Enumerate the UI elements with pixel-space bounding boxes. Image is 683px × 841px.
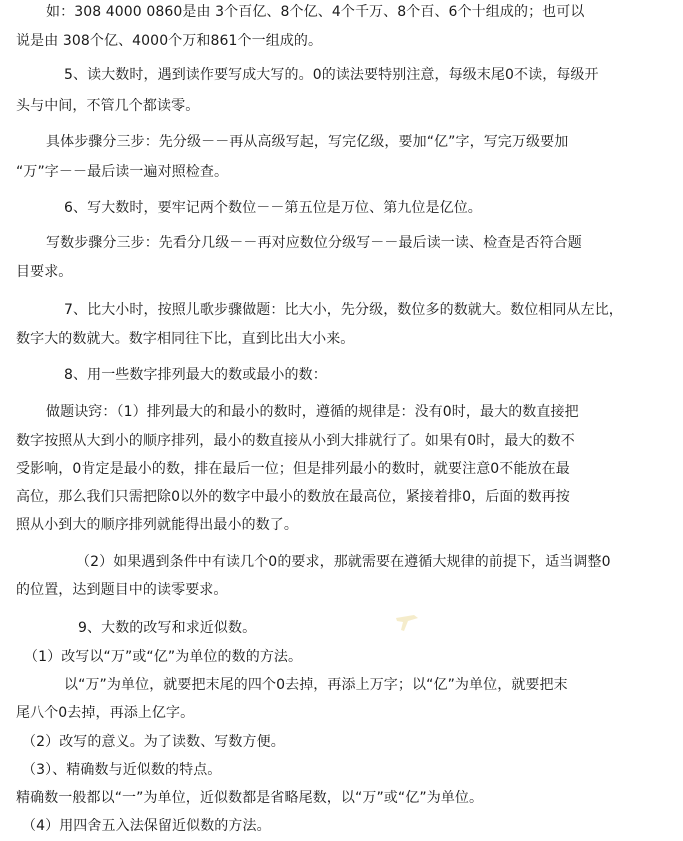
text-line: 具体步骤分三步：先分级－－再从高级写起，写完亿级，要加“亿”字，写完万级要加: [46, 134, 569, 150]
text-line: 尾八个0去掉，再添上亿字。: [16, 705, 195, 721]
text-line: 如：308 4000 0860是由 3个百亿、8个亿、4个千万、8个百、6个十组成的；也可以: [46, 4, 585, 20]
text-line: 目要求。: [16, 264, 73, 280]
text-line: （2）如果遇到条件中有读几个0的要求，那就需要在遵循大规律的前提下，适当调整0: [76, 554, 611, 570]
text-line: 头与中间，不管几个都读零。: [16, 98, 200, 114]
text-line: 6、写大数时，要牢记两个数位－－第五位是万位、第九位是亿位。: [64, 200, 482, 216]
text-line: （4）用四舍五入法保留近似数的方法。: [22, 818, 271, 834]
text-line: （3）、精确数与近似数的特点。: [22, 762, 222, 778]
text-line: 写数步骤分三步：先看分几级－－再对应数位分级写－－最后读一读、检查是否符合题: [46, 235, 582, 251]
text-line: “万”字－－最后读一遍对照检查。: [16, 164, 229, 180]
text-line: 受影响，0肯定是最小的数，排在最后一位；但是排列最小的数时，就要注意0不能放在最: [16, 461, 570, 477]
text-line: 说是由 308个亿、4000个万和861个一组成的。: [16, 33, 323, 49]
text-line: 做题诀窍：（1）排列最大的和最小的数时，遵循的规律是：没有0时，最大的数直接把: [46, 404, 579, 420]
text-line: 8、用一些数字排列最大的数或最小的数：: [64, 367, 327, 383]
text-line: （1）改写以“万”或“亿”为单位的数的方法。: [24, 649, 303, 665]
text-line: 以“万”为单位，就要把末尾的四个0去掉，再添上万字；以“亿”为单位，就要把末: [64, 677, 568, 693]
text-line: 数字大的数就大。数字相同往下比，直到比出大小来。: [16, 331, 355, 347]
text-line: 5、读大数时，遇到读作要写成大写的。0的读法要特别注意，每级末尾0不读，每级开: [64, 67, 599, 83]
text-line: 9、大数的改写和求近似数。: [78, 620, 257, 636]
text-line: 数字按照从大到小的顺序排列，最小的数直接从小到大排就行了。如果有0时，最大的数不: [16, 433, 575, 449]
text-line: 高位，那么我们只需把除0以外的数字中最小的数放在最高位，紧接着排0，后面的数再按: [16, 489, 570, 505]
text-line: 精确数一般都以“一”为单位，近似数都是省略尾数，以“万”或“亿”为单位。: [16, 790, 484, 806]
faint-watermark-mark: [394, 612, 420, 634]
text-line: 照从小到大的顺序排列就能得出最小的数了。: [16, 517, 298, 533]
text-line: 7、比大小时，按照儿歌步骤做题：比大小，先分级，数位多的数就大。数位相同从左比，: [64, 302, 623, 318]
text-line: （2）改写的意义。为了读数、写数方便。: [22, 734, 285, 750]
text-line: 的位置，达到题目中的读零要求。: [16, 582, 228, 598]
